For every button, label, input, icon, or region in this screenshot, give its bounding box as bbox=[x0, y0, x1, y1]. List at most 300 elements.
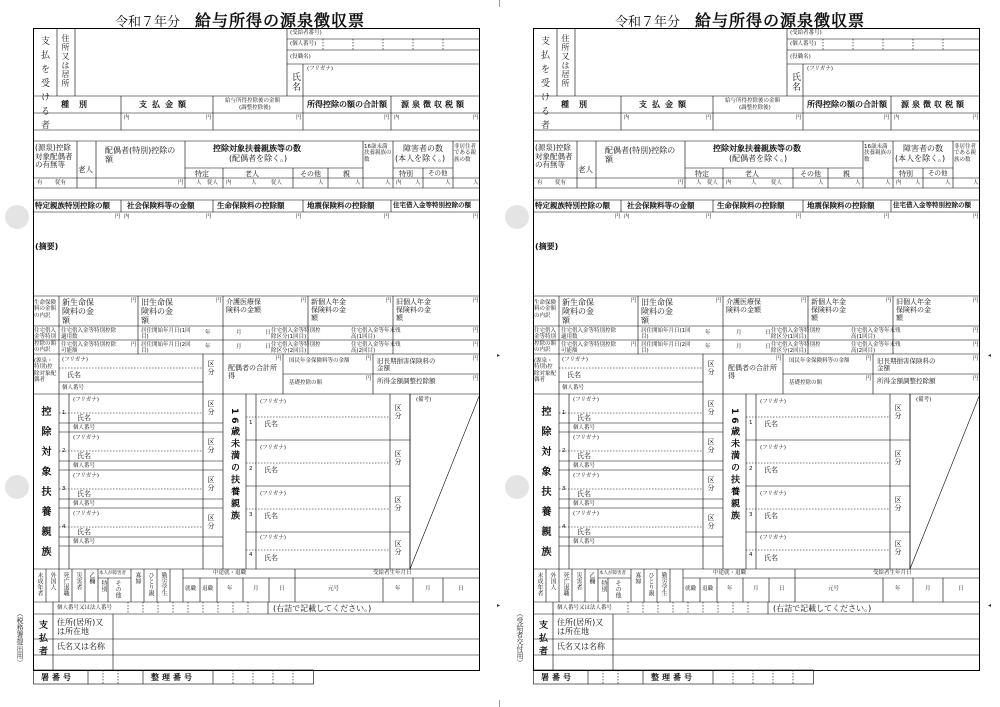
yen-label: 円 bbox=[615, 214, 621, 220]
non-resident-header: 非居住者である親族の数 bbox=[954, 144, 977, 163]
under16-header: 16歳未満扶養親族の数 bbox=[364, 144, 392, 163]
month-label: 月 bbox=[236, 344, 242, 350]
specific-relatives-header: 特定親族特別控除の額 bbox=[35, 201, 110, 210]
day-label: 日 bbox=[765, 330, 771, 336]
spouse-deduction-header: 配偶者(特別)控除の額 bbox=[605, 146, 676, 165]
cohabit-label: 従人 bbox=[207, 180, 219, 186]
working-student-label: 勤労学生 bbox=[160, 572, 167, 596]
yen-label: 円 bbox=[796, 115, 802, 121]
row-number: 3 bbox=[562, 486, 566, 492]
payer-address-label: 住所(居所)又は所在地 bbox=[57, 618, 104, 637]
row-number: 4 bbox=[562, 524, 566, 530]
u16-category-label: 区分 bbox=[894, 496, 902, 512]
mid-job-label: 中途就・退職 bbox=[213, 570, 247, 576]
payer-number-note: (右詰で記載してください。) bbox=[273, 604, 372, 613]
fold-mark-icon: ◂ bbox=[988, 602, 992, 609]
type-header: 種別 bbox=[561, 100, 597, 109]
other-label: その他 bbox=[800, 170, 821, 178]
person-label: 人 bbox=[885, 180, 891, 186]
yen-label: 円 bbox=[973, 328, 979, 334]
u16-name-label: 氏名 bbox=[764, 420, 778, 428]
u16-furigana: (フリガナ) bbox=[760, 445, 787, 451]
otsu-label: 乙欄 bbox=[588, 572, 595, 584]
payer-number-label: 個人番号又は法人番号 bbox=[557, 605, 613, 611]
deduction-total-header: 所得控除の額の合計額 bbox=[307, 100, 387, 109]
yen-label: 円 bbox=[473, 328, 479, 334]
basic-deduction-label: 基礎控除の額 bbox=[789, 380, 823, 386]
yen-label: 円 bbox=[131, 342, 137, 348]
under16-label: 16歳未満の扶養親族 bbox=[729, 408, 739, 523]
start-date-2-label: 居住開始年月日(2回目) bbox=[141, 342, 191, 355]
kin-label: 親 bbox=[843, 170, 850, 178]
cut-line bbox=[499, 700, 500, 707]
day-label: 日 bbox=[765, 344, 771, 350]
person-label: 人 bbox=[415, 180, 421, 186]
u16-name-label: 氏名 bbox=[764, 554, 778, 562]
day-label: 日 bbox=[279, 586, 285, 592]
family-name-label: 氏名 bbox=[577, 452, 591, 460]
yen-label: 円 bbox=[366, 356, 372, 362]
family-category-label: 区分 bbox=[207, 400, 215, 416]
u16-category-label: 区分 bbox=[894, 404, 902, 420]
spouse-block-label: (源泉・特別)控除対象配偶者 bbox=[34, 358, 57, 383]
row-number: 1 bbox=[249, 420, 253, 426]
widow-label: 寡婦 bbox=[134, 572, 141, 584]
payer-number-note: (右詰で記載してください。) bbox=[773, 604, 872, 613]
family-remarks-label: (備考) bbox=[916, 397, 932, 403]
yen-label: 円 bbox=[473, 376, 479, 382]
year-label: 年 bbox=[227, 586, 233, 592]
yen-label: 円 bbox=[776, 356, 782, 362]
possible-amount-label: 住宅借入金等特別控除可能額 bbox=[61, 342, 117, 355]
elderly-header: 老人 bbox=[578, 165, 593, 174]
withholding-header: 源泉徴収税額 bbox=[901, 100, 967, 109]
u16-name-label: 氏名 bbox=[264, 466, 278, 474]
title-label: (役職名) bbox=[290, 54, 311, 60]
family-category-label: 区分 bbox=[207, 438, 215, 454]
earthquake-header: 地震保険料の控除額 bbox=[807, 201, 875, 210]
u16-furigana: (フリガナ) bbox=[760, 491, 787, 497]
yen-label: 円 bbox=[706, 214, 712, 220]
under16-header: 16歳未満扶養親族の数 bbox=[864, 144, 892, 163]
old-pension-label: 旧個人年金保険料の金額 bbox=[396, 298, 431, 323]
family-furigana: (フリガナ) bbox=[573, 435, 600, 441]
inner-label: 内 bbox=[124, 214, 130, 220]
year-label: 年 bbox=[727, 586, 733, 592]
person-label: 人 bbox=[355, 180, 361, 186]
row-number: 3 bbox=[62, 486, 66, 492]
category-1-label: 住宅借入金等特別控除区分(1回目) bbox=[271, 328, 321, 341]
family-name-label: 氏名 bbox=[77, 414, 91, 422]
payment-header: 支払金額 bbox=[639, 100, 691, 109]
u16-furigana: (フリガナ) bbox=[260, 535, 287, 541]
cohabit-label: 従人 bbox=[707, 180, 719, 186]
yen-label: 円 bbox=[473, 356, 479, 362]
spouse-category-label: 区分 bbox=[207, 360, 215, 376]
cohabit-label: 従人 bbox=[771, 180, 783, 186]
dependents-label: 控除対象扶養親族 bbox=[539, 406, 550, 566]
person-label: 人 bbox=[751, 180, 757, 186]
family-number-label: 個人番号 bbox=[573, 425, 596, 431]
family-furigana: (フリガナ) bbox=[573, 473, 600, 479]
row-number: 4 bbox=[62, 524, 66, 530]
after-deduction-sub: (調整控除後) bbox=[739, 105, 771, 111]
family-name-label: 氏名 bbox=[577, 490, 591, 498]
day-label: 日 bbox=[958, 586, 964, 592]
fold-mark-icon: ◂ bbox=[988, 352, 992, 359]
month-label: 月 bbox=[925, 586, 931, 592]
year-label: 年 bbox=[895, 586, 901, 592]
old-pension-label: 旧個人年金保険料の金額 bbox=[896, 298, 931, 323]
yen-label: 円 bbox=[178, 180, 184, 186]
disabled-sub: (本人を除く。) bbox=[395, 154, 446, 163]
spouse-header: (源泉)控除対象配偶者の有無等 bbox=[535, 143, 573, 170]
era-label: 令和７年分 bbox=[614, 15, 680, 30]
start-date-2-label: 居住開始年月日(2回目) bbox=[641, 342, 691, 355]
national-pension-label: 国民年金保険料等の金額 bbox=[289, 358, 350, 364]
inner-label: 内 bbox=[624, 115, 630, 121]
spouse-income-label: 配偶者の合計所得 bbox=[728, 364, 777, 381]
u16-furigana: (フリガナ) bbox=[260, 445, 287, 451]
principal-disabled-label: 本人が障害者 bbox=[599, 571, 626, 576]
old-life-label: 旧生命保険料の金額 bbox=[141, 298, 173, 326]
specific-relatives-header: 特定親族特別控除の額 bbox=[535, 201, 610, 210]
spouse-block-label: (源泉・特別)控除対象配偶者 bbox=[534, 358, 557, 383]
care-label: 介護医療保険料の金額 bbox=[726, 298, 761, 315]
retire-label: 退職 bbox=[702, 586, 714, 592]
internal-label: 内 bbox=[396, 180, 402, 186]
yen-label: 円 bbox=[973, 214, 979, 220]
row-number: 2 bbox=[62, 448, 66, 454]
yen-label: 円 bbox=[384, 115, 390, 121]
year-label: 年 bbox=[705, 330, 711, 336]
form-title: 給与所得の源泉徴収票 bbox=[695, 11, 866, 30]
start-date-1-label: 居住開始年月日(1回目) bbox=[641, 328, 691, 341]
inner-label: 内 bbox=[124, 115, 130, 121]
mid-job-label: 中途就・退職 bbox=[713, 570, 747, 576]
have-label: 有 bbox=[537, 180, 543, 186]
spouse-furigana: (フリガナ) bbox=[62, 357, 89, 363]
month-label: 月 bbox=[736, 344, 742, 350]
internal-label: 内 bbox=[896, 180, 902, 186]
punch-hole bbox=[5, 205, 29, 229]
spouse-income-label: 配偶者の合計所得 bbox=[228, 364, 277, 381]
family-category-label: 区分 bbox=[707, 438, 715, 454]
punch-hole bbox=[505, 475, 529, 499]
u16-furigana: (フリガナ) bbox=[760, 535, 787, 541]
yen-label: 円 bbox=[296, 214, 302, 220]
after-deduction-sub: (調整控除後) bbox=[239, 105, 271, 111]
family-category-label: 区分 bbox=[707, 476, 715, 492]
u16-category-label: 区分 bbox=[394, 450, 402, 466]
yen-label: 円 bbox=[473, 214, 479, 220]
u16-furigana: (フリガナ) bbox=[760, 399, 787, 405]
person-label: 人 bbox=[696, 180, 702, 186]
yen-label: 円 bbox=[301, 298, 307, 304]
under16-label: 16歳未満の扶養親族 bbox=[229, 408, 239, 523]
national-pension-label: 国民年金保険料等の金額 bbox=[789, 358, 850, 364]
row-number: 1 bbox=[62, 410, 66, 416]
yen-label: 円 bbox=[473, 115, 479, 121]
u16-furigana: (フリガナ) bbox=[260, 491, 287, 497]
u16-name-label: 氏名 bbox=[264, 512, 278, 520]
remarks-label: (摘要) bbox=[535, 242, 559, 251]
family-category-label: 区分 bbox=[207, 514, 215, 530]
after-deduction-header: 給与所得控除後の金額 bbox=[725, 98, 781, 104]
dependent-count-header: 控除対象扶養親族等の数 bbox=[213, 144, 301, 153]
remarks-label: (摘要) bbox=[35, 242, 59, 251]
specific-label: 特定 bbox=[695, 170, 709, 178]
yen-label: 円 bbox=[384, 214, 390, 220]
family-number-label: 個人番号 bbox=[573, 501, 596, 507]
yen-label: 円 bbox=[886, 298, 892, 304]
copy-label: （受給者交付用） bbox=[516, 610, 524, 666]
payer-label: 支払者 bbox=[37, 620, 47, 659]
fold-mark-icon: ▸ bbox=[497, 602, 501, 609]
serial-number-label: 整理番号 bbox=[151, 673, 195, 682]
yen-label: 円 bbox=[973, 376, 979, 382]
minor-label: 未成年者 bbox=[36, 572, 43, 596]
single-parent-label: ひとり親 bbox=[147, 572, 154, 596]
row-number: 3 bbox=[249, 512, 253, 518]
day-label: 日 bbox=[265, 330, 271, 336]
office-number-label: 署番号 bbox=[41, 673, 74, 682]
spouse-number-label: 個人番号 bbox=[562, 385, 585, 391]
birth-label: 受給者生年月日 bbox=[873, 570, 912, 576]
housing-breakdown-label: 住宅借入金等特別控除の額の内訳 bbox=[534, 328, 557, 353]
social-insurance-header: 社会保険料等の金額 bbox=[127, 201, 195, 210]
fold-mark-icon: ▸ bbox=[497, 352, 501, 359]
family-furigana: (フリガナ) bbox=[73, 435, 100, 441]
family-number-label: 個人番号 bbox=[73, 425, 96, 431]
family-name-label: 氏名 bbox=[77, 528, 91, 536]
year-label: 年 bbox=[205, 344, 211, 350]
recipient-name-label: 氏名 bbox=[790, 72, 800, 92]
other-label: その他 bbox=[300, 170, 321, 178]
yen-label: 円 bbox=[631, 298, 637, 304]
family-category-label: 区分 bbox=[207, 476, 215, 492]
spouse-category-label: 区分 bbox=[707, 360, 715, 376]
withholding-slip-office-copy bbox=[0, 0, 480, 707]
person-label: 人 bbox=[818, 180, 824, 186]
punch-hole bbox=[505, 205, 529, 229]
earthquake-header: 地震保険料の控除額 bbox=[307, 201, 375, 210]
person-label: 人 bbox=[385, 180, 391, 186]
cohabit-label: 従人 bbox=[271, 180, 283, 186]
payer-name-label: 氏名又は名称 bbox=[557, 642, 605, 651]
furigana-label: (フリガナ) bbox=[307, 66, 334, 72]
dependents-label: 控除対象扶養親族 bbox=[39, 406, 50, 566]
individual-number-label: (個人番号) bbox=[290, 41, 317, 47]
person-label: 人 bbox=[473, 180, 479, 186]
person-label: 人 bbox=[945, 180, 951, 186]
yen-label: 円 bbox=[386, 298, 392, 304]
old-long-term-label: 旧長期損害保険料の金額 bbox=[377, 357, 436, 373]
elderly-header: 老人 bbox=[78, 165, 93, 174]
life-breakdown-label: 生命保険料の金額の内訳 bbox=[534, 300, 557, 319]
row-number: 2 bbox=[562, 448, 566, 454]
yen-label: 円 bbox=[206, 214, 212, 220]
yen-label: 円 bbox=[276, 356, 282, 362]
recipient-number-label: (受給者番号) bbox=[290, 30, 322, 36]
yen-label: 円 bbox=[706, 115, 712, 121]
row-number: 4 bbox=[249, 552, 253, 558]
u16-name-label: 氏名 bbox=[264, 420, 278, 428]
recipient-block-label: 支払を受ける者 bbox=[539, 36, 549, 134]
month-label: 月 bbox=[253, 586, 259, 592]
yen-label: 円 bbox=[973, 342, 979, 348]
u16-name-label: 氏名 bbox=[264, 554, 278, 562]
internal-label: 内 bbox=[726, 180, 732, 186]
u16-category-label: 区分 bbox=[394, 496, 402, 512]
person-label: 人 bbox=[445, 180, 451, 186]
dependent-count-sub: (配偶者を除く。) bbox=[229, 154, 288, 163]
other-status-label: その他 bbox=[114, 580, 121, 598]
withholding-header: 源泉徴収税額 bbox=[401, 100, 467, 109]
balance-2-label: 住宅借入金等年末残高(2回目) bbox=[351, 342, 401, 355]
life-breakdown-label: 生命保険料の金額の内訳 bbox=[34, 300, 57, 319]
foreigner-label: 外国人 bbox=[49, 572, 56, 590]
row-number: 3 bbox=[749, 512, 753, 518]
special-status-label: 特別 bbox=[100, 580, 107, 592]
family-number-label: 個人番号 bbox=[573, 463, 596, 469]
yen-label: 円 bbox=[216, 298, 222, 304]
payer-number-label: 個人番号又は法人番号 bbox=[57, 605, 113, 611]
person-label: 人 bbox=[855, 180, 861, 186]
family-category-label: 区分 bbox=[707, 514, 715, 530]
old-label: 老人 bbox=[245, 170, 259, 178]
category-2-label: 住宅借入金等特別控除区分(2回目) bbox=[271, 342, 321, 355]
family-category-label: 区分 bbox=[707, 400, 715, 416]
row-number: 1 bbox=[562, 410, 566, 416]
family-furigana: (フリガナ) bbox=[73, 397, 100, 403]
yen-label: 円 bbox=[206, 115, 212, 121]
yen-label: 円 bbox=[796, 214, 802, 220]
spouse-number-label: 個人番号 bbox=[62, 385, 85, 391]
disaster-label: 災害者 bbox=[75, 572, 82, 590]
yen-label: 円 bbox=[631, 342, 637, 348]
row-number: 2 bbox=[749, 466, 753, 472]
family-name-label: 氏名 bbox=[77, 452, 91, 460]
new-pension-label: 新個人年金保険料の金額 bbox=[811, 298, 846, 323]
junior-have-label: 従有 bbox=[55, 180, 67, 186]
u16-category-label: 区分 bbox=[394, 540, 402, 556]
special-status-label: 特別 bbox=[600, 580, 607, 592]
start-date-1-label: 居住開始年月日(1回目) bbox=[141, 328, 191, 341]
person-label: 人 bbox=[318, 180, 324, 186]
internal-label: 内 bbox=[226, 180, 232, 186]
foreigner-label: 外国人 bbox=[549, 572, 556, 590]
category-2-label: 住宅借入金等特別控除区分(2回目) bbox=[771, 342, 821, 355]
yen-label: 円 bbox=[801, 298, 807, 304]
life-insurance-header: 生命保険料の控除額 bbox=[217, 201, 285, 210]
yen-label: 円 bbox=[366, 376, 372, 382]
person-label: 人 bbox=[915, 180, 921, 186]
care-label: 介護医療保険料の金額 bbox=[226, 298, 261, 315]
yen-label: 円 bbox=[973, 298, 979, 304]
retire-label: 退職 bbox=[202, 586, 214, 592]
furigana-label: (フリガナ) bbox=[807, 66, 834, 72]
copy-label: （税務署提出用） bbox=[16, 610, 24, 666]
yen-label: 円 bbox=[866, 376, 872, 382]
yen-label: 円 bbox=[884, 214, 890, 220]
spouse-header: (源泉)控除対象配偶者の有無等 bbox=[35, 143, 73, 170]
punch-hole bbox=[5, 475, 29, 499]
u16-category-label: 区分 bbox=[394, 404, 402, 420]
deduction-total-header: 所得控除の額の合計額 bbox=[807, 100, 887, 109]
slip-form bbox=[516, 28, 980, 705]
family-name-label: 氏名 bbox=[577, 414, 591, 422]
hire-label: 就職 bbox=[685, 586, 697, 592]
person-label: 人 bbox=[973, 180, 979, 186]
family-name-label: 氏名 bbox=[77, 490, 91, 498]
family-number-label: 個人番号 bbox=[73, 501, 96, 507]
payer-name-label: 氏名又は名称 bbox=[57, 642, 105, 651]
withholding-slip-recipient-copy bbox=[500, 0, 980, 707]
inner-label: 内 bbox=[624, 214, 630, 220]
type-header: 種別 bbox=[61, 100, 97, 109]
address-label: 住所又は居所 bbox=[561, 34, 570, 88]
specific-label: 特定 bbox=[195, 170, 209, 178]
yen-label: 円 bbox=[973, 115, 979, 121]
month-label: 月 bbox=[736, 330, 742, 336]
other-status-label: その他 bbox=[614, 580, 621, 598]
era-label: 令和７年分 bbox=[114, 15, 180, 30]
balance-2-label: 住宅借入金等年末残高(2回目) bbox=[851, 342, 901, 355]
day-label: 日 bbox=[458, 586, 464, 592]
possible-amount-label: 住宅借入金等特別控除可能額 bbox=[561, 342, 617, 355]
cut-line bbox=[499, 0, 500, 7]
non-resident-header: 非居住者である親族の数 bbox=[454, 144, 477, 163]
row-number: 2 bbox=[249, 466, 253, 472]
family-furigana: (フリガナ) bbox=[73, 511, 100, 517]
inner-label: 内 bbox=[894, 115, 900, 121]
family-number-label: 個人番号 bbox=[573, 539, 596, 545]
spouse-name-label: 氏名 bbox=[567, 371, 581, 379]
eligible-count-label: 住宅借入金等特別控除適用数 bbox=[61, 328, 117, 341]
era-label: 元号 bbox=[328, 586, 340, 592]
disabled-other-label: その他 bbox=[928, 169, 948, 177]
widow-label: 寡婦 bbox=[634, 572, 641, 584]
yen-label: 円 bbox=[716, 298, 722, 304]
junior-have-label: 従有 bbox=[555, 180, 567, 186]
family-name-label: 氏名 bbox=[577, 528, 591, 536]
year-label: 年 bbox=[205, 330, 211, 336]
month-label: 月 bbox=[236, 330, 242, 336]
after-deduction-header: 給与所得控除後の金額 bbox=[225, 98, 281, 104]
housing-loan-header: 住宅借入金等特別控除の額 bbox=[893, 201, 971, 209]
yen-label: 円 bbox=[296, 115, 302, 121]
family-furigana: (フリガナ) bbox=[573, 511, 600, 517]
row-number: 1 bbox=[749, 420, 753, 426]
address-label: 住所又は居所 bbox=[61, 34, 70, 88]
u16-category-label: 区分 bbox=[894, 540, 902, 556]
year-label: 年 bbox=[395, 586, 401, 592]
income-adjustment-label: 所得金額調整控除額 bbox=[377, 377, 436, 385]
disaster-label: 災害者 bbox=[575, 572, 582, 590]
recipient-number-label: (受給者番号) bbox=[790, 30, 822, 36]
old-label: 老人 bbox=[745, 170, 759, 178]
new-pension-label: 新個人年金保険料の金額 bbox=[311, 298, 346, 323]
individual-number-label: (個人番号) bbox=[790, 41, 817, 47]
old-life-label: 旧生命保険料の金額 bbox=[641, 298, 673, 326]
spouse-furigana: (フリガナ) bbox=[562, 357, 589, 363]
balance-1-label: 住宅借入金等年末残高(1回目) bbox=[851, 328, 901, 341]
recipient-block-label: 支払を受ける者 bbox=[39, 36, 49, 134]
day-label: 日 bbox=[779, 586, 785, 592]
disabled-sub: (本人を除く。) bbox=[895, 154, 946, 163]
yen-label: 円 bbox=[884, 115, 890, 121]
